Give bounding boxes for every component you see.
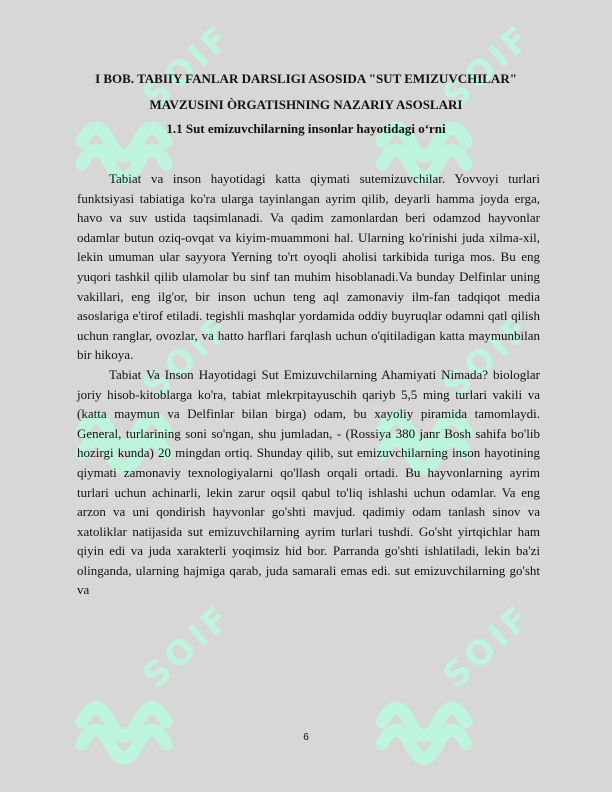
chapter-title-line-2: MAVZUSINI ÒRGATISHNING NAZARIY ASOSLARI — [149, 97, 463, 112]
section-title: 1.1 Sut emizuvchilarning insonlar hayotidagi o‘rni — [166, 121, 446, 136]
body-text — [77, 169, 540, 600]
chapter-title-line-1: I BOB. TABIIY FANLAR DARSLIGI ASOSIDA "SUT EMIZUVCHILAR" — [95, 71, 517, 86]
paragraph-1: Tabiat va inson hayotidagi katta qiymati sutemizuvchilar. Yovvoyi turlari funktsiyasi tabiatiga ko'ra ularga tayinlangan ayrim qilib, deyarli hamma joyda erga, havo va suv ustida taqsimlanadi. Va qadim zamonlardan beri odamzod hayvonlar odamlar butun oziq-ovqat va kiyim-muammoni hal. Ularning ko'rinishi juda xilma-xil, lekin umuman ular sayyora Yerning to'rt oyoqli aholisi tarkibida turiga mos. Bu eng yuqori tashkil qilib ulamolar bu sinf tan muhim hisoblanadi.Va bunday Delfinlar uning vakillari, eng ilg'or, bir inson uchun teng aql zamonaviy ilm-fan tadqiqot media asoslariga e'tirof etiladi. tegishli mashqlar yordamida oddiy buyruqlar odamni qatl qilish uchun ranglar, ovozlar, va hatto harflari farqlash uchun o'qitiladigan katta maymunbilan bir hikoya. — [77, 171, 540, 363]
paragraph-2: Tabiat Va Inson Hayotidagi Sut Emizuvchilarning Ahamiyati Nimada? biologlar joriy hisob-kitoblarga ko'ra, tabiat mlekrpitayuschih qariyb 5,5 ming turlari vakili va (katta maymun va Delfinlar bilan birga) odam, bu xayoliy piramida tamomlaydi. General, turlarining soni so'ngan, shu jumladan, - (Rossiya 380 janr Bosh sahifa bo'lib hozirgi kunda) 20 mingdan ortiq. Shunday qilib, sut emizuvchilarning inson hayotining qiymati zamonaviy texnologiyalarni qo'llash orqali ortadi. Bu hayvonlarning ayrim turlari uchun achinarli, lekin zarur oqsil qabul to'liq ishlashi uchun odamlar. Va eng arzon va uni qondirish hayvonlar go'shti mavjud. qadimiy odam tanlash sinov va xatoliklar natijasida sut emizuvchilarning ayrim turlari tushdi. Go'sht yirtqichlar ham qiyin edi va juda xarakterli yoqimsiz hid bor. Parranda go'shti ishlatiladi, lekin ba'zi olinganda, ularning hajmiga qarab, juda samarali emas edi. sut emizuvchilarning go'sht va — [77, 366, 540, 598]
page-number: 6 — [303, 732, 309, 743]
